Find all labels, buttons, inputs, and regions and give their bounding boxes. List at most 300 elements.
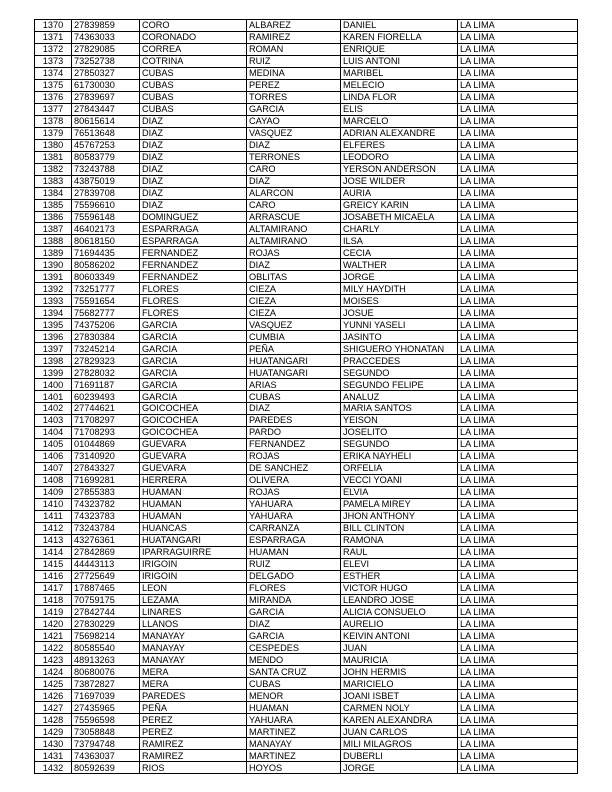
locality-cell: LA LIMA <box>458 295 578 307</box>
id-number-cell: 75591654 <box>72 295 140 307</box>
id-number-cell: 27829085 <box>72 43 140 55</box>
table-row <box>35 426 578 438</box>
locality-cell: LA LIMA <box>458 762 578 774</box>
id-number-cell: 44443113 <box>72 558 140 570</box>
first-surname-cell: DIAZ <box>140 199 247 211</box>
id-number-cell: 27839708 <box>72 187 140 199</box>
id-number-cell: 74323783 <box>72 510 140 522</box>
row-number-cell: 1415 <box>35 558 72 570</box>
given-names-cell: ALICIA CONSUELO <box>341 606 458 618</box>
id-number-cell: 75596598 <box>72 714 140 726</box>
row-number-cell: 1399 <box>35 367 72 379</box>
table-row <box>35 750 578 762</box>
given-names-cell: JUAN <box>341 642 458 654</box>
first-surname-cell: FERNANDEZ <box>140 259 247 271</box>
table-row <box>35 367 578 379</box>
locality-cell: LA LIMA <box>458 151 578 163</box>
second-surname-cell: VASQUEZ <box>247 319 341 331</box>
second-surname-cell: PAREDES <box>247 414 341 426</box>
first-surname-cell: HUAMAN <box>140 510 247 522</box>
second-surname-cell: HUAMAN <box>247 702 341 714</box>
locality-cell: LA LIMA <box>458 498 578 510</box>
row-number-cell: 1425 <box>35 678 72 690</box>
locality-cell: LA LIMA <box>458 522 578 534</box>
first-surname-cell: GARCIA <box>140 343 247 355</box>
id-number-cell: 75682777 <box>72 307 140 319</box>
second-surname-cell: PEÑA <box>247 343 341 355</box>
given-names-cell: CARMEN NOLY <box>341 702 458 714</box>
given-names-cell: ELFERES <box>341 139 458 151</box>
second-surname-cell: CIEZA <box>247 307 341 319</box>
second-surname-cell: PARDO <box>247 426 341 438</box>
locality-cell: LA LIMA <box>458 654 578 666</box>
locality-cell: LA LIMA <box>458 247 578 259</box>
table-row <box>35 139 578 151</box>
first-surname-cell: LEON <box>140 582 247 594</box>
given-names-cell: GREICY KARIN <box>341 199 458 211</box>
table-row <box>35 55 578 67</box>
locality-cell: LA LIMA <box>458 391 578 403</box>
locality-cell: LA LIMA <box>458 414 578 426</box>
second-surname-cell: RUIZ <box>247 55 341 67</box>
first-surname-cell: PEREZ <box>140 726 247 738</box>
locality-cell: LA LIMA <box>458 379 578 391</box>
locality-cell: LA LIMA <box>458 43 578 55</box>
row-number-cell: 1419 <box>35 606 72 618</box>
id-number-cell: 71708297 <box>72 414 140 426</box>
first-surname-cell: GOICOCHEA <box>140 414 247 426</box>
row-number-cell: 1393 <box>35 295 72 307</box>
first-surname-cell: FLORES <box>140 307 247 319</box>
given-names-cell: LEANDRO JOSE <box>341 594 458 606</box>
row-number-cell: 1407 <box>35 462 72 474</box>
first-surname-cell: LLANOS <box>140 618 247 630</box>
first-surname-cell: MERA <box>140 678 247 690</box>
given-names-cell: JOSELITO <box>341 426 458 438</box>
row-number-cell: 1429 <box>35 726 72 738</box>
row-number-cell: 1417 <box>35 582 72 594</box>
row-number-cell: 1390 <box>35 259 72 271</box>
locality-cell: LA LIMA <box>458 271 578 283</box>
first-surname-cell: CUBAS <box>140 103 247 115</box>
first-surname-cell: DOMINGUEZ <box>140 211 247 223</box>
given-names-cell: AURELIO <box>341 618 458 630</box>
first-surname-cell: DIAZ <box>140 187 247 199</box>
id-number-cell: 80586202 <box>72 259 140 271</box>
first-surname-cell: FLORES <box>140 295 247 307</box>
locality-cell: LA LIMA <box>458 319 578 331</box>
second-surname-cell: CARO <box>247 163 341 175</box>
table-row <box>35 702 578 714</box>
locality-cell: LA LIMA <box>458 163 578 175</box>
row-number-cell: 1370 <box>35 20 72 32</box>
row-number-cell: 1411 <box>35 510 72 522</box>
second-surname-cell: ALTAMIRANO <box>247 235 341 247</box>
given-names-cell: CECIA <box>341 247 458 259</box>
first-surname-cell: DIAZ <box>140 151 247 163</box>
table-row <box>35 211 578 223</box>
id-number-cell: 60239493 <box>72 391 140 403</box>
given-names-cell: MAURICIA <box>341 654 458 666</box>
given-names-cell: ENRIQUE <box>341 43 458 55</box>
id-number-cell: 73794748 <box>72 738 140 750</box>
row-number-cell: 1392 <box>35 283 72 295</box>
table-row <box>35 438 578 450</box>
table-row <box>35 403 578 415</box>
second-surname-cell: TERRONES <box>247 151 341 163</box>
second-surname-cell: GARCIA <box>247 606 341 618</box>
first-surname-cell: IRIGOIN <box>140 558 247 570</box>
given-names-cell: SEGUNDO <box>341 438 458 450</box>
second-surname-cell: ALTAMIRANO <box>247 223 341 235</box>
row-number-cell: 1404 <box>35 426 72 438</box>
locality-cell: LA LIMA <box>458 175 578 187</box>
table-row <box>35 355 578 367</box>
row-number-cell: 1420 <box>35 618 72 630</box>
second-surname-cell: CARRANZA <box>247 522 341 534</box>
locality-cell: LA LIMA <box>458 223 578 235</box>
first-surname-cell: HUAMAN <box>140 486 247 498</box>
second-surname-cell: SANTA CRUZ <box>247 666 341 678</box>
given-names-cell: DANIEL <box>341 20 458 32</box>
second-surname-cell: OLIVERA <box>247 474 341 486</box>
second-surname-cell: DE SANCHEZ <box>247 462 341 474</box>
table-row <box>35 187 578 199</box>
first-surname-cell: PEÑA <box>140 702 247 714</box>
given-names-cell: MARICIELO <box>341 678 458 690</box>
first-surname-cell: GOICOCHEA <box>140 403 247 415</box>
table-row <box>35 175 578 187</box>
locality-cell: LA LIMA <box>458 259 578 271</box>
second-surname-cell: YAHUARA <box>247 714 341 726</box>
given-names-cell: JOANI ISBET <box>341 690 458 702</box>
first-surname-cell: HERRERA <box>140 474 247 486</box>
registry-table <box>34 19 578 774</box>
given-names-cell: VECCI YOANI <box>341 474 458 486</box>
table-row <box>35 618 578 630</box>
locality-cell: LA LIMA <box>458 139 578 151</box>
given-names-cell: RAUL <box>341 546 458 558</box>
first-surname-cell: GUEVARA <box>140 462 247 474</box>
first-surname-cell: DIAZ <box>140 127 247 139</box>
locality-cell: LA LIMA <box>458 462 578 474</box>
second-surname-cell: ALBAREZ <box>247 20 341 32</box>
second-surname-cell: RAMIREZ <box>247 31 341 43</box>
second-surname-cell: HUATANGARI <box>247 367 341 379</box>
given-names-cell: VICTOR HUGO <box>341 582 458 594</box>
given-names-cell: PRACCEDES <box>341 355 458 367</box>
table-row <box>35 690 578 702</box>
second-surname-cell: MEDINA <box>247 67 341 79</box>
first-surname-cell: LEZAMA <box>140 594 247 606</box>
first-surname-cell: RAMIREZ <box>140 750 247 762</box>
second-surname-cell: MIRANDA <box>247 594 341 606</box>
row-number-cell: 1386 <box>35 211 72 223</box>
locality-cell: LA LIMA <box>458 343 578 355</box>
row-number-cell: 1428 <box>35 714 72 726</box>
given-names-cell: MOISES <box>341 295 458 307</box>
table-row <box>35 474 578 486</box>
row-number-cell: 1391 <box>35 271 72 283</box>
table-row <box>35 223 578 235</box>
row-number-cell: 1376 <box>35 91 72 103</box>
locality-cell: LA LIMA <box>458 127 578 139</box>
row-number-cell: 1403 <box>35 414 72 426</box>
row-number-cell: 1409 <box>35 486 72 498</box>
locality-cell: LA LIMA <box>458 67 578 79</box>
row-number-cell: 1406 <box>35 450 72 462</box>
second-surname-cell: VASQUEZ <box>247 127 341 139</box>
row-number-cell: 1396 <box>35 331 72 343</box>
given-names-cell: MARIA SANTOS <box>341 403 458 415</box>
id-number-cell: 73140920 <box>72 450 140 462</box>
second-surname-cell: FERNANDEZ <box>247 438 341 450</box>
row-number-cell: 1379 <box>35 127 72 139</box>
id-number-cell: 45767253 <box>72 139 140 151</box>
id-number-cell: 80592639 <box>72 762 140 774</box>
id-number-cell: 74323782 <box>72 498 140 510</box>
given-names-cell: ANALUZ <box>341 391 458 403</box>
id-number-cell: 80618150 <box>72 235 140 247</box>
table-row <box>35 151 578 163</box>
row-number-cell: 1427 <box>35 702 72 714</box>
second-surname-cell: ROJAS <box>247 486 341 498</box>
table-row <box>35 163 578 175</box>
first-surname-cell: FLORES <box>140 283 247 295</box>
given-names-cell: MILY HAYDITH <box>341 283 458 295</box>
first-surname-cell: MANAYAY <box>140 642 247 654</box>
given-names-cell: WALTHER <box>341 259 458 271</box>
first-surname-cell: LINARES <box>140 606 247 618</box>
first-surname-cell: PEREZ <box>140 714 247 726</box>
second-surname-cell: CARO <box>247 199 341 211</box>
given-names-cell: MARCELO <box>341 115 458 127</box>
second-surname-cell: CESPEDES <box>247 642 341 654</box>
table-row <box>35 331 578 343</box>
locality-cell: LA LIMA <box>458 510 578 522</box>
locality-cell: LA LIMA <box>458 726 578 738</box>
second-surname-cell: HUAMAN <box>247 546 341 558</box>
locality-cell: LA LIMA <box>458 570 578 582</box>
row-number-cell: 1388 <box>35 235 72 247</box>
second-surname-cell: MENOR <box>247 690 341 702</box>
table-row <box>35 558 578 570</box>
locality-cell: LA LIMA <box>458 690 578 702</box>
given-names-cell: JASINTO <box>341 331 458 343</box>
id-number-cell: 80615614 <box>72 115 140 127</box>
row-number-cell: 1371 <box>35 31 72 43</box>
first-surname-cell: CORO <box>140 20 247 32</box>
first-surname-cell: MERA <box>140 666 247 678</box>
given-names-cell: SEGUNDO <box>341 367 458 379</box>
locality-cell: LA LIMA <box>458 103 578 115</box>
row-number-cell: 1431 <box>35 750 72 762</box>
locality-cell: LA LIMA <box>458 714 578 726</box>
second-surname-cell: TORRES <box>247 91 341 103</box>
first-surname-cell: CUBAS <box>140 79 247 91</box>
row-number-cell: 1413 <box>35 534 72 546</box>
table-row <box>35 714 578 726</box>
locality-cell: LA LIMA <box>458 594 578 606</box>
id-number-cell: 27435965 <box>72 702 140 714</box>
row-number-cell: 1426 <box>35 690 72 702</box>
id-number-cell: 74363033 <box>72 31 140 43</box>
locality-cell: LA LIMA <box>458 666 578 678</box>
first-surname-cell: CUBAS <box>140 91 247 103</box>
id-number-cell: 27725649 <box>72 570 140 582</box>
given-names-cell: ADRIAN ALEXANDRE <box>341 127 458 139</box>
first-surname-cell: IPARRAGUIRRE <box>140 546 247 558</box>
second-surname-cell: GARCIA <box>247 103 341 115</box>
given-names-cell: KEIVIN ANTONI <box>341 630 458 642</box>
second-surname-cell: MANAYAY <box>247 738 341 750</box>
id-number-cell: 73243784 <box>72 522 140 534</box>
first-surname-cell: GARCIA <box>140 355 247 367</box>
table-row <box>35 534 578 546</box>
first-surname-cell: DIAZ <box>140 175 247 187</box>
first-surname-cell: CORREA <box>140 43 247 55</box>
registry-table-body <box>35 20 578 774</box>
second-surname-cell: MARTINEZ <box>247 726 341 738</box>
first-surname-cell: GARCIA <box>140 367 247 379</box>
second-surname-cell: PEREZ <box>247 79 341 91</box>
second-surname-cell: YAHUARA <box>247 498 341 510</box>
locality-cell: LA LIMA <box>458 486 578 498</box>
id-number-cell: 73243788 <box>72 163 140 175</box>
id-number-cell: 27843447 <box>72 103 140 115</box>
id-number-cell: 27850327 <box>72 67 140 79</box>
first-surname-cell: COTRINA <box>140 55 247 67</box>
first-surname-cell: HUAMAN <box>140 498 247 510</box>
id-number-cell: 27829323 <box>72 355 140 367</box>
first-surname-cell: RIOS <box>140 762 247 774</box>
table-row <box>35 391 578 403</box>
id-number-cell: 27843327 <box>72 462 140 474</box>
given-names-cell: MILI MILAGROS <box>341 738 458 750</box>
row-number-cell: 1418 <box>35 594 72 606</box>
table-row <box>35 462 578 474</box>
second-surname-cell: YAHUARA <box>247 510 341 522</box>
row-number-cell: 1432 <box>35 762 72 774</box>
table-row <box>35 582 578 594</box>
table-row <box>35 283 578 295</box>
given-names-cell: JHON ANTHONY <box>341 510 458 522</box>
first-surname-cell: ESPARRAGA <box>140 235 247 247</box>
second-surname-cell: ROMAN <box>247 43 341 55</box>
table-row <box>35 235 578 247</box>
id-number-cell: 48913263 <box>72 654 140 666</box>
row-number-cell: 1430 <box>35 738 72 750</box>
locality-cell: LA LIMA <box>458 558 578 570</box>
table-row <box>35 115 578 127</box>
locality-cell: LA LIMA <box>458 426 578 438</box>
id-number-cell: 73245214 <box>72 343 140 355</box>
given-names-cell: YERSON ANDERSON <box>341 163 458 175</box>
table-row <box>35 319 578 331</box>
row-number-cell: 1424 <box>35 666 72 678</box>
first-surname-cell: HUATANGARI <box>140 534 247 546</box>
locality-cell: LA LIMA <box>458 582 578 594</box>
given-names-cell: JUAN CARLOS <box>341 726 458 738</box>
id-number-cell: 27855383 <box>72 486 140 498</box>
id-number-cell: 75596610 <box>72 199 140 211</box>
locality-cell: LA LIMA <box>458 20 578 32</box>
second-surname-cell: ROJAS <box>247 450 341 462</box>
id-number-cell: 75698214 <box>72 630 140 642</box>
id-number-cell: 27828032 <box>72 367 140 379</box>
id-number-cell: 80603349 <box>72 271 140 283</box>
second-surname-cell: GARCIA <box>247 630 341 642</box>
row-number-cell: 1383 <box>35 175 72 187</box>
table-row <box>35 103 578 115</box>
row-number-cell: 1412 <box>35 522 72 534</box>
id-number-cell: 70759175 <box>72 594 140 606</box>
second-surname-cell: DIAZ <box>247 403 341 415</box>
first-surname-cell: GARCIA <box>140 331 247 343</box>
table-row <box>35 199 578 211</box>
given-names-cell: ERIKA NAYHELI <box>341 450 458 462</box>
second-surname-cell: DIAZ <box>247 259 341 271</box>
id-number-cell: 43875019 <box>72 175 140 187</box>
table-row <box>35 510 578 522</box>
row-number-cell: 1401 <box>35 391 72 403</box>
locality-cell: LA LIMA <box>458 630 578 642</box>
second-surname-cell: CIEZA <box>247 283 341 295</box>
given-names-cell: AURIA <box>341 187 458 199</box>
row-number-cell: 1410 <box>35 498 72 510</box>
table-row <box>35 630 578 642</box>
id-number-cell: 27830229 <box>72 618 140 630</box>
given-names-cell: MARIBEL <box>341 67 458 79</box>
locality-cell: LA LIMA <box>458 31 578 43</box>
id-number-cell: 71699281 <box>72 474 140 486</box>
first-surname-cell: DIAZ <box>140 139 247 151</box>
row-number-cell: 1373 <box>35 55 72 67</box>
given-names-cell: ILSA <box>341 235 458 247</box>
given-names-cell: ORFELIA <box>341 462 458 474</box>
row-number-cell: 1397 <box>35 343 72 355</box>
given-names-cell: ELVIA <box>341 486 458 498</box>
given-names-cell: JOSUE <box>341 307 458 319</box>
locality-cell: LA LIMA <box>458 546 578 558</box>
id-number-cell: 74375206 <box>72 319 140 331</box>
row-number-cell: 1405 <box>35 438 72 450</box>
second-surname-cell: ESPARRAGA <box>247 534 341 546</box>
given-names-cell: JOHN HERMIS <box>341 666 458 678</box>
first-surname-cell: MANAYAY <box>140 630 247 642</box>
second-surname-cell: MARTINEZ <box>247 750 341 762</box>
id-number-cell: 80585540 <box>72 642 140 654</box>
locality-cell: LA LIMA <box>458 199 578 211</box>
locality-cell: LA LIMA <box>458 355 578 367</box>
locality-cell: LA LIMA <box>458 642 578 654</box>
second-surname-cell: OBLITAS <box>247 271 341 283</box>
id-number-cell: 43276361 <box>72 534 140 546</box>
id-number-cell: 74363037 <box>72 750 140 762</box>
table-row <box>35 79 578 91</box>
second-surname-cell: ROJAS <box>247 247 341 259</box>
given-names-cell: KAREN ALEXANDRA <box>341 714 458 726</box>
id-number-cell: 17887465 <box>72 582 140 594</box>
first-surname-cell: GARCIA <box>140 391 247 403</box>
id-number-cell: 27842744 <box>72 606 140 618</box>
table-row <box>35 726 578 738</box>
table-row <box>35 678 578 690</box>
second-surname-cell: HOYOS <box>247 762 341 774</box>
id-number-cell: 61730030 <box>72 79 140 91</box>
first-surname-cell: IRIGOIN <box>140 570 247 582</box>
table-row <box>35 594 578 606</box>
